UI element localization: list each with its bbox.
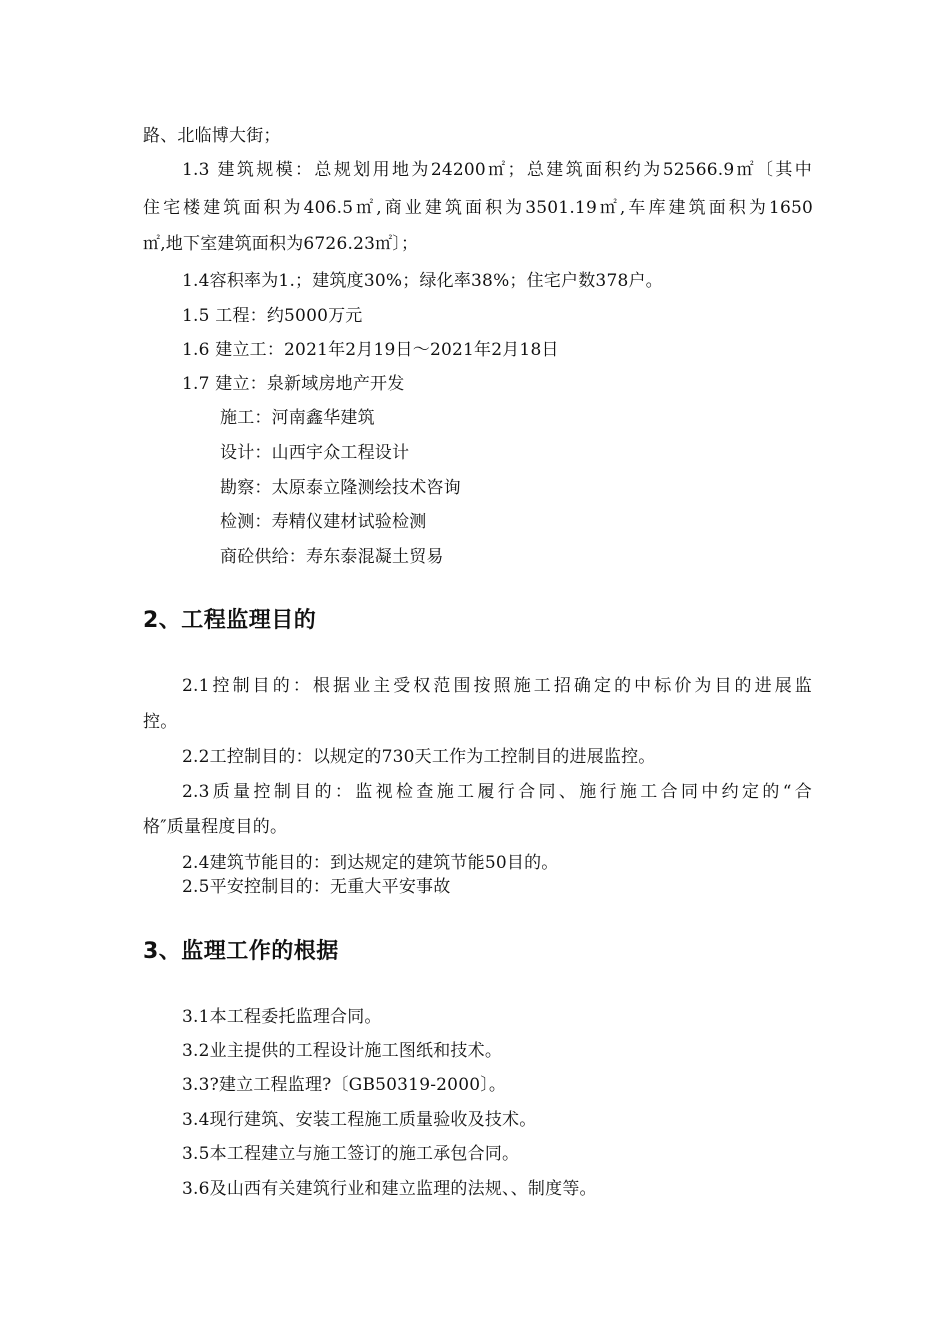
concrete-supplier-line: 商砼供给：寿东泰混凝土贸易 — [220, 547, 444, 567]
basis-3-5: 3.5本工程建立与施工签订的施工承包合同。 — [182, 1144, 520, 1164]
objective-2-4: 2.4建筑节能目的：到达规定的建筑节能50目的。 — [182, 853, 559, 873]
basis-3-4: 3.4现行建筑、安装工程施工质量验收及技术。 — [182, 1110, 537, 1130]
building-scale-line-2: 住宅楼建筑面积为406.5㎡,商业建筑面积为3501.19㎡,车库建筑面积为1650 — [143, 198, 813, 218]
basis-3-3: 3.3?建立工程监理?〔GB50319-2000〕。 — [182, 1075, 507, 1095]
section-2-heading: 2、工程监理目的 — [143, 608, 317, 633]
section-3-heading: 3、监理工作的根据 — [143, 939, 339, 964]
contractor-line: 施工：河南鑫华建筑 — [220, 408, 375, 428]
objective-2-1-line-2: 控。 — [143, 712, 178, 732]
objective-2-3-line-1: 2.3质量控制目的：监视检查施工履行合同、施行施工合同中约定的“合 — [182, 782, 812, 802]
construction-period-line: 1.6 建立工：2021年2月19日～2021年2月18日 — [182, 340, 559, 360]
building-scale-line-1: 1.3 建筑规模：总规划用地为24200㎡；总建筑面积约为52566.9㎡〔其中 — [182, 160, 812, 180]
project-cost-line: 1.5 工程：约5000万元 — [182, 306, 363, 326]
objective-2-2: 2.2工控制目的：以规定的730天工作为工控制目的进展监控。 — [182, 747, 656, 767]
objective-2-5: 2.5平安控制目的：无重大平安事故 — [182, 877, 451, 897]
basis-3-1: 3.1本工程委托监理合同。 — [182, 1007, 382, 1027]
surveyor-line: 勘察：太原泰立隆测绘技术咨询 — [220, 478, 461, 498]
objective-2-1-line-1: 2.1控制目的：根据业主受权范围按照施工招确定的中标价为目的进展监 — [182, 676, 812, 696]
testing-line: 检测：寿精仪建材试验检测 — [220, 512, 427, 532]
developer-line: 1.7 建立：泉新域房地产开发 — [182, 374, 405, 394]
project-location-line: 路、北临博大街； — [143, 126, 281, 146]
basis-3-6: 3.6及山西有关建筑行业和建立监理的法规、、制度等。 — [182, 1179, 597, 1199]
plot-ratio-line: 1.4容积率为1.；建筑度30%；绿化率38%；住宅户数378户。 — [182, 271, 663, 291]
designer-line: 设计：山西宇众工程设计 — [220, 443, 410, 463]
basis-3-2: 3.2业主提供的工程设计施工图纸和技术。 — [182, 1041, 503, 1061]
objective-2-3-line-2: 格″质量程度目的。 — [143, 817, 288, 837]
building-scale-line-3: ㎡,地下室建筑面积为6726.23㎡〕； — [143, 234, 419, 254]
